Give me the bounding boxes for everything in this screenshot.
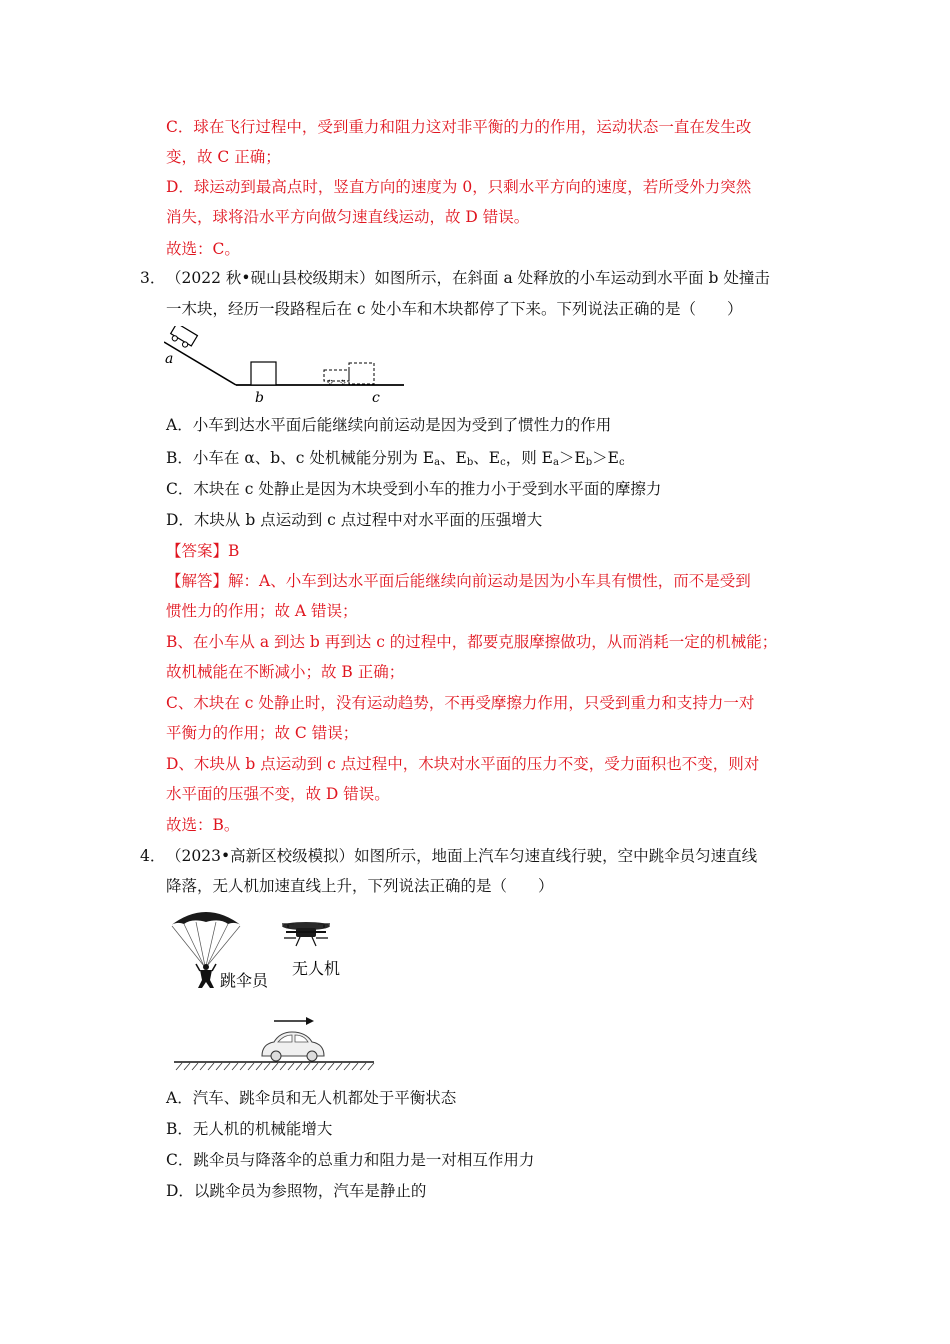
q3-figure-incline [164, 326, 409, 408]
q2-choice: 故选：C。 [166, 240, 240, 258]
q3-option-b: B．小车在 α、b、c 处机械能分别为 $E_a$、$E_b$、$E_c$，则 $E_a>E_b>E_c$ [166, 449, 625, 468]
drone-illustration [282, 922, 330, 946]
q3-solution-line5: C、木块在 c 处静止时，没有运动趋势，不再受摩擦力作用，只受到重力和支持力一对 [166, 694, 755, 712]
q2-option-c-explanation-line1: C．球在飞行过程中，受到重力和阻力这对非平衡的力的作用，运动状态一直在发生改 [166, 118, 752, 136]
q3-option-d: D．木块从 b 点运动到 c 点过程中对水平面的压强增大 [166, 511, 543, 529]
q3-solution-line3: B、在小车从 a 到达 b 再到达 c 的过程中，都要克服摩擦做功，从而消耗一定的机械能； [166, 633, 778, 651]
label-c: c [372, 390, 380, 406]
q3-solution-line2: 惯性力的作用；故 A 错误； [166, 602, 358, 620]
q3-solution-line1: 【解答】解：A、小车到达水平面后能继续向前运动是因为小车具有惯性，而不是受到 [166, 572, 751, 590]
q2-option-d-explanation-line2: 消失，球将沿水平方向做匀速直线运动，故 D 错误。 [166, 208, 530, 226]
q3-number: 3． [140, 269, 166, 287]
q4-stem-line1: （2023•高新区校级模拟）如图所示，地面上汽车匀速直线行驶，空中跳伞员匀速直线 [166, 847, 758, 865]
label-a: a [165, 351, 174, 367]
car-velocity-arrow [274, 1017, 314, 1025]
q3-choice: 故选：B。 [166, 816, 240, 834]
block-at-c-dashed [349, 363, 374, 384]
q3-stem-line2: 一木块，经历一段路程后在 c 处小车和木块都停了下来。下列说法正确的是（ ） [166, 300, 743, 318]
q4-option-c: C．跳伞员与降落伞的总重力和阻力是一对相互作用力 [166, 1151, 535, 1169]
q3-solution-line6: 平衡力的作用；故 C 错误； [166, 724, 359, 742]
q3-solution-line4: 故机械能在不断减小；故 B 正确； [166, 663, 405, 681]
ground [174, 1062, 374, 1070]
q4-option-d: D．以跳伞员为参照物，汽车是静止的 [166, 1182, 427, 1200]
q4-option-b: B．无人机的机械能增大 [166, 1120, 333, 1138]
drone-label: 无人机 [292, 959, 341, 978]
q2-option-c-explanation-line2: 变，故 C 正确； [166, 148, 281, 166]
q4-number: 4． [140, 847, 166, 865]
q3-stem-line1: （2022 秋•砚山县校级期末）如图所示，在斜面 a 处释放的小车运动到水平面 b 处撞击 [166, 269, 770, 287]
car-illustration [262, 1032, 324, 1061]
q3-option-c: C．木块在 c 处静止是因为木块受到小车的推力小于受到水平面的摩擦力 [166, 480, 662, 498]
q4-stem-line2: 降落，无人机加速直线上升，下列说法正确的是（ ） [166, 877, 554, 895]
incline-slope [164, 342, 236, 385]
block-at-b [251, 362, 276, 385]
q3-option-a: A．小车到达水平面后能继续向前运动是因为受到了惯性力的作用 [166, 416, 612, 434]
cart-at-c-dashed [324, 370, 349, 381]
label-b: b [255, 390, 264, 406]
q3-answer: 【答案】B [166, 542, 240, 560]
q3-solution-line8: 水平面的压强不变，故 D 错误。 [166, 785, 390, 803]
q3-solution-line7: D、木块从 b 点运动到 c 点过程中，木块对水平面的压力不变，受力面积也不变，则对 [166, 755, 760, 773]
parachutist-label: 跳伞员 [220, 971, 269, 990]
q2-option-d-explanation-line1: D．球运动到最高点时，竖直方向的速度为 0，只剩水平方向的速度，若所受外力突然 [166, 178, 752, 196]
q4-option-a: A．汽车、跳伞员和无人机都处于平衡状态 [166, 1089, 457, 1107]
q4-figure [164, 904, 379, 1076]
